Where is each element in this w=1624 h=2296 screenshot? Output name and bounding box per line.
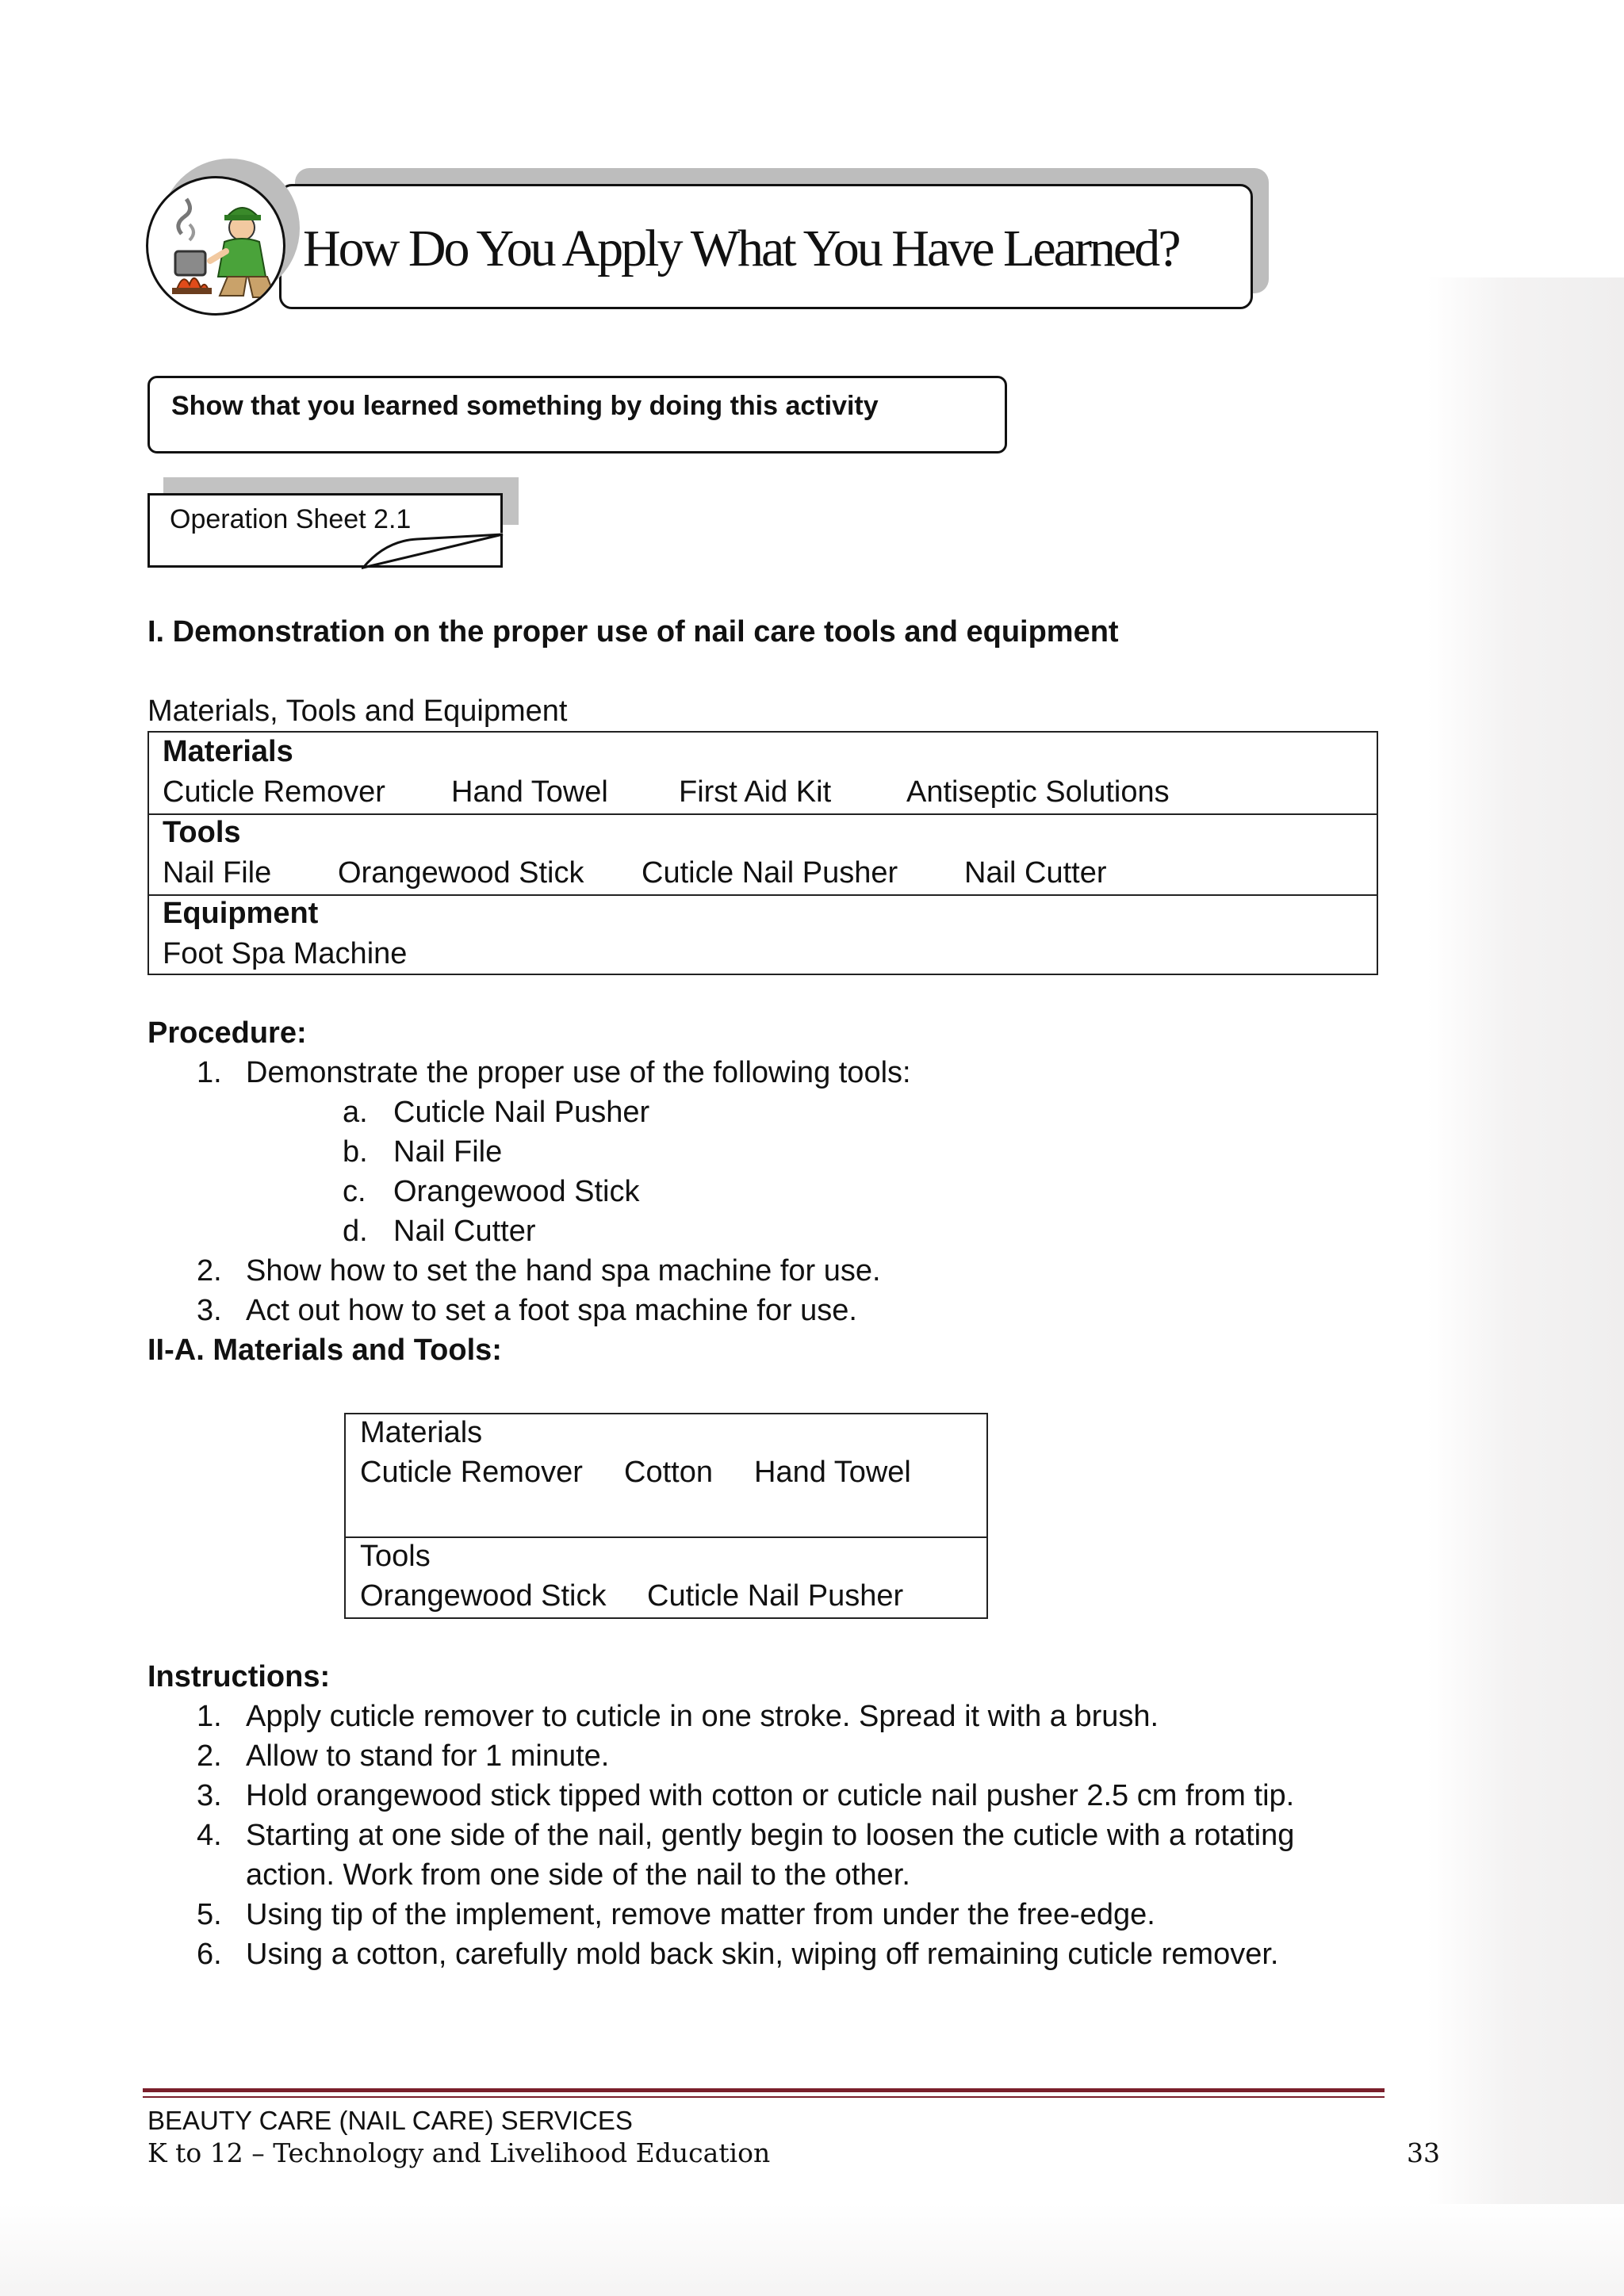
procedure-heading: Procedure: — [147, 1016, 307, 1050]
section2-heading: II-A. Materials and Tools: — [147, 1334, 502, 1367]
footer-course-title: BEAUTY CARE (NAIL CARE) SERVICES — [147, 2106, 633, 2135]
table1-tools-label: Tools — [163, 816, 241, 849]
page-title: How Do You Apply What You Have Learned? — [303, 220, 1179, 277]
page-curl-icon — [362, 533, 504, 569]
table2-tool-item: Cuticle Nail Pusher — [647, 1579, 904, 1613]
page-number: 33 — [1407, 2137, 1440, 2168]
table1-material-item: Cuticle Remover — [163, 775, 385, 809]
footer-program: K to 12 – Technology and Livelihood Education — [147, 2137, 771, 2168]
instruction-step-continued: action. Work from one side of the nail to the other. — [246, 1858, 910, 1892]
table2-tool-item: Orangewood Stick — [360, 1579, 607, 1613]
table2-material-item: Hand Towel — [754, 1456, 911, 1489]
instruction-step: Using tip of the implement, remove matter from under the free-edge. — [246, 1898, 1155, 1931]
procedure-subitem: Nail File — [393, 1135, 503, 1169]
table1-tool-item: Orangewood Stick — [338, 856, 584, 890]
table-divider — [344, 1536, 988, 1538]
instruction-step: Allow to stand for 1 minute. — [246, 1739, 610, 1773]
footer-rule — [143, 2096, 1385, 2098]
instruction-text: Show that you learned something by doing this activity — [171, 391, 879, 421]
instruction-step: Starting at one side of the nail, gently begin to loosen the cuticle with a rotating — [246, 1819, 1295, 1852]
procedure-subitem-letter: c. — [343, 1175, 366, 1208]
table1-materials-label: Materials — [163, 735, 293, 768]
instruction-step: Hold orangewood stick tipped with cotton or cuticle nail pusher 2.5 cm from tip. — [246, 1779, 1295, 1812]
table1-tool-item: Nail Cutter — [964, 856, 1107, 890]
instruction-step-number: 6. — [197, 1938, 222, 1971]
table1-tool-item: Nail File — [163, 856, 272, 890]
table-divider — [147, 894, 1378, 896]
mascot-icon — [146, 176, 285, 316]
table1-material-item: First Aid Kit — [679, 775, 832, 809]
page-edge-shade — [1427, 277, 1624, 2296]
table1-equipment-item: Foot Spa Machine — [163, 937, 408, 970]
materials-table-caption: Materials, Tools and Equipment — [147, 695, 568, 728]
procedure-subitem-letter: b. — [343, 1135, 368, 1169]
procedure-subitem-letter: a. — [343, 1096, 368, 1129]
procedure-subitem: Nail Cutter — [393, 1215, 536, 1248]
footer-rule — [143, 2088, 1385, 2092]
procedure-step: Demonstrate the proper use of the following tools: — [246, 1056, 911, 1089]
table2-material-item: Cuticle Remover — [360, 1456, 583, 1489]
instruction-step-number: 2. — [197, 1739, 222, 1773]
table1-material-item: Hand Towel — [451, 775, 608, 809]
procedure-subitem-letter: d. — [343, 1215, 368, 1248]
table2-materials-label: Materials — [360, 1416, 483, 1449]
procedure-subitem: Cuticle Nail Pusher — [393, 1096, 650, 1129]
operation-sheet-label: Operation Sheet 2.1 — [170, 504, 412, 534]
page-bottom-shade — [0, 2204, 1624, 2296]
instruction-step-number: 3. — [197, 1779, 222, 1812]
instruction-step-number: 4. — [197, 1819, 222, 1852]
instruction-step-number: 5. — [197, 1898, 222, 1931]
instructions-heading: Instructions: — [147, 1660, 331, 1693]
instruction-step: Using a cotton, carefully mold back skin, wiping off remaining cuticle remover. — [246, 1938, 1279, 1971]
procedure-step: Act out how to set a foot spa machine for use. — [246, 1294, 857, 1327]
table2-material-item: Cotton — [624, 1456, 713, 1489]
procedure-step: Show how to set the hand spa machine for use. — [246, 1254, 881, 1288]
table1-equipment-label: Equipment — [163, 897, 319, 930]
procedure-step-number: 3. — [197, 1294, 222, 1327]
table2-tools-label: Tools — [360, 1540, 431, 1573]
procedure-step-number: 2. — [197, 1254, 222, 1288]
table1-tool-item: Cuticle Nail Pusher — [642, 856, 898, 890]
instruction-step-number: 1. — [197, 1700, 222, 1733]
table-divider — [147, 813, 1378, 815]
procedure-step-number: 1. — [197, 1056, 222, 1089]
table1-material-item: Antiseptic Solutions — [906, 775, 1170, 809]
procedure-subitem: Orangewood Stick — [393, 1175, 640, 1208]
instruction-step: Apply cuticle remover to cuticle in one stroke. Spread it with a brush. — [246, 1700, 1159, 1733]
section1-heading: I. Demonstration on the proper use of nail care tools and equipment — [147, 615, 1119, 649]
